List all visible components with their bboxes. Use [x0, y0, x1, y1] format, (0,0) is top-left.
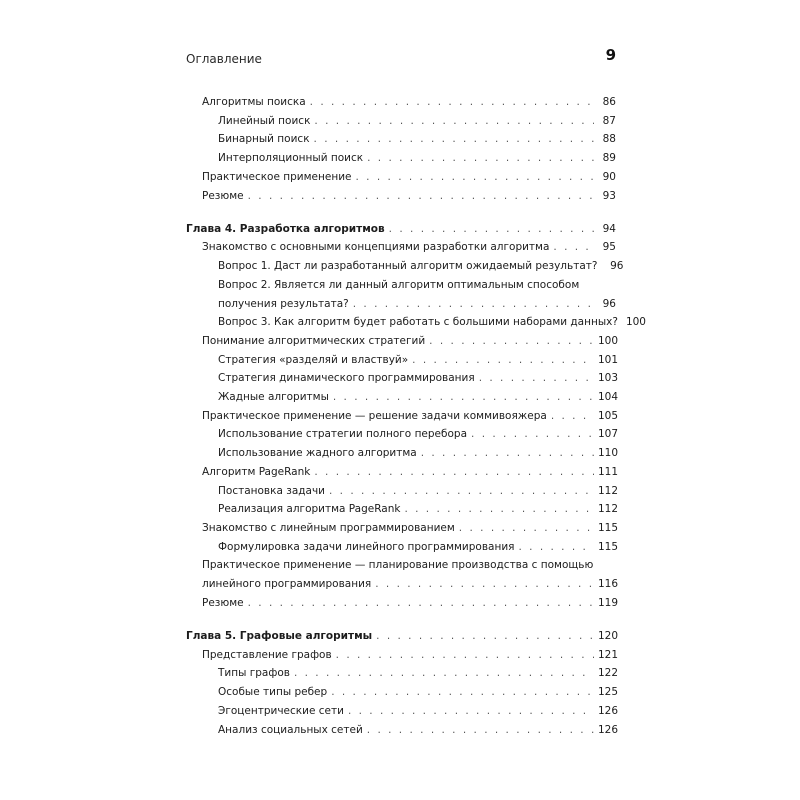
toc-entry	[186, 238, 616, 257]
toc-entry-page: 100	[625, 316, 646, 329]
toc-entry	[186, 519, 619, 538]
running-title: Оглавление	[186, 52, 262, 66]
toc-entry	[186, 187, 616, 206]
dot-leader	[471, 425, 594, 444]
toc-entry	[186, 556, 619, 593]
toc-entry	[186, 664, 619, 683]
toc-entry	[186, 369, 619, 388]
dot-leader	[375, 575, 594, 594]
dot-leader	[389, 220, 594, 239]
page-number: 9	[605, 46, 616, 64]
toc-entry	[186, 149, 616, 168]
dot-leader	[314, 112, 594, 131]
toc-entry-page: 112	[598, 484, 619, 497]
toc-entry-title: Практическое применение	[202, 170, 352, 183]
toc-entry-page: 121	[598, 648, 619, 661]
toc-entry-page: 88	[602, 133, 616, 146]
toc-entry-page: 96	[602, 297, 616, 310]
dot-leader	[429, 332, 594, 351]
toc-entry-title: Практическое применение — решение задачи коммивояжера	[202, 409, 547, 422]
chapter-page: 94	[602, 222, 616, 235]
dot-leader	[331, 683, 594, 702]
dot-leader	[248, 187, 594, 206]
toc-entry-title: Эгоцентрические сети	[218, 704, 344, 717]
toc-entry-title: Вопрос 1. Даст ли разработанный алгоритм ожидаемый результат?	[218, 260, 598, 273]
toc-entry-title: Алгоритм PageRank	[202, 465, 311, 478]
toc-entry-page: 101	[598, 353, 619, 366]
toc-entry	[186, 407, 619, 426]
toc-entry-page: 107	[598, 428, 619, 441]
toc-entry-page: 96	[610, 260, 624, 273]
toc-entry	[186, 276, 616, 313]
dot-leader	[314, 463, 594, 482]
toc-entry	[186, 594, 619, 613]
toc-entry-page: 100	[598, 334, 619, 347]
toc-entry	[186, 702, 619, 721]
toc-entry-title: Алгоритмы поиска	[202, 96, 306, 108]
toc-entry-title: Резюме	[202, 596, 244, 609]
toc-entry	[186, 351, 619, 370]
toc-entry	[186, 721, 619, 740]
dot-leader	[329, 482, 594, 501]
dot-leader	[421, 444, 594, 463]
dot-leader	[376, 627, 594, 646]
section-gap	[186, 205, 616, 220]
toc-entry-page: 89	[602, 152, 616, 165]
toc-entry	[186, 93, 616, 112]
toc-entry-page: 110	[598, 447, 619, 460]
toc-entry-page: 104	[598, 391, 619, 404]
dot-leader	[518, 538, 594, 557]
dot-leader	[294, 664, 594, 683]
toc-chapter-5	[186, 627, 619, 646]
dot-leader	[459, 519, 594, 538]
toc-entry	[186, 313, 646, 332]
dot-leader	[553, 238, 594, 257]
dot-leader	[336, 646, 594, 665]
toc-entry	[186, 130, 616, 149]
toc-entry-title: Знакомство с линейным программированием	[202, 521, 455, 534]
dot-leader	[348, 702, 594, 721]
toc-entry-title: Вопрос 3. Как алгоритм будет работать с большими наборами данных?	[218, 316, 618, 329]
table-of-contents	[186, 93, 646, 739]
toc-entry-page: 111	[598, 465, 619, 478]
dot-leader	[356, 168, 595, 187]
toc-entry-title: Бинарный поиск	[218, 133, 310, 146]
toc-entry-page: 115	[598, 540, 619, 553]
toc-entry-page: 90	[602, 170, 616, 183]
toc-entry	[186, 444, 619, 463]
dot-leader	[314, 130, 594, 149]
toc-entry-page: 112	[598, 503, 619, 516]
toc-entry	[186, 683, 619, 702]
toc-chapter-4	[186, 220, 616, 239]
toc-entry-title: Линейный поиск	[218, 114, 311, 127]
toc-entry	[186, 538, 619, 557]
toc-entry	[186, 500, 619, 519]
toc-entry-title: Резюме	[202, 189, 244, 202]
toc-entry-page: 86	[602, 96, 616, 108]
dot-leader	[248, 594, 594, 613]
dot-leader	[412, 351, 594, 370]
toc-entry-title-line2: линейного программирования	[202, 578, 372, 591]
toc-entry	[186, 112, 616, 131]
dot-leader	[333, 388, 594, 407]
chapter-title: Глава 4. Разработка алгоритмов	[186, 222, 385, 235]
toc-entry	[186, 168, 616, 187]
toc-entry-title: Знакомство с основными концепциями разработки алгоритма	[202, 241, 550, 254]
toc-entry-title: Использование жадного алгоритма	[218, 447, 417, 460]
toc-entry-title: Постановка задачи	[218, 484, 325, 497]
toc-entry-title: Использование стратегии полного перебора	[218, 428, 468, 441]
chapter-page: 120	[598, 629, 619, 642]
toc-entry-title: Жадные алгоритмы	[218, 391, 329, 404]
dot-leader	[404, 500, 594, 519]
toc-entry	[186, 332, 619, 351]
toc-entry-page: 87	[602, 114, 616, 127]
toc-entry	[186, 257, 624, 276]
toc-entry	[186, 425, 619, 444]
toc-entry-title: Реализация алгоритма PageRank	[218, 503, 401, 516]
toc-entry-title: Интерполяционный поиск	[218, 152, 364, 165]
toc-entry-title: Анализ социальных сетей	[218, 723, 363, 736]
toc-entry-title-line1: Вопрос 2. Является ли данный алгоритм оптимальным способом	[218, 278, 580, 291]
toc-entry-page: 119	[598, 596, 619, 609]
toc-entry-title: Понимание алгоритмических стратегий	[202, 334, 426, 347]
toc-entry-title: Стратегия «разделяй и властвуй»	[218, 353, 409, 366]
toc-entry-page: 116	[598, 578, 619, 591]
toc-entry-title-line1: Практическое применение — планирование производства с помощью	[202, 559, 594, 572]
toc-entry-page: 105	[598, 409, 619, 422]
dot-leader	[551, 407, 594, 426]
toc-entry-title: Формулировка задачи линейного программирования	[218, 540, 515, 553]
toc-entry	[186, 646, 619, 665]
toc-entry-page: 103	[598, 372, 619, 385]
toc-entry-title: Стратегия динамического программирования	[218, 372, 475, 385]
dot-leader	[353, 295, 594, 314]
dot-leader	[367, 721, 594, 740]
toc-entry	[186, 388, 619, 407]
toc-entry-title: Представление графов	[202, 648, 332, 661]
toc-entry-title-line2: получения результата?	[218, 297, 349, 310]
toc-entry	[186, 482, 619, 501]
toc-entry-title: Особые типы ребер	[218, 686, 328, 699]
toc-entry-page: 125	[598, 686, 619, 699]
dot-leader	[479, 369, 594, 388]
toc-entry-title: Типы графов	[218, 667, 290, 680]
toc-entry-page: 95	[602, 241, 616, 254]
toc-entry	[186, 463, 619, 482]
section-gap	[186, 612, 616, 627]
chapter-title: Глава 5. Графовые алгоритмы	[186, 629, 373, 642]
dot-leader	[367, 149, 594, 168]
toc-entry-page: 93	[602, 189, 616, 202]
toc-entry-page: 126	[598, 723, 619, 736]
toc-entry-page: 115	[598, 521, 619, 534]
dot-leader	[310, 93, 594, 112]
toc-entry-page: 122	[598, 667, 619, 680]
toc-entry-page: 126	[598, 704, 619, 717]
